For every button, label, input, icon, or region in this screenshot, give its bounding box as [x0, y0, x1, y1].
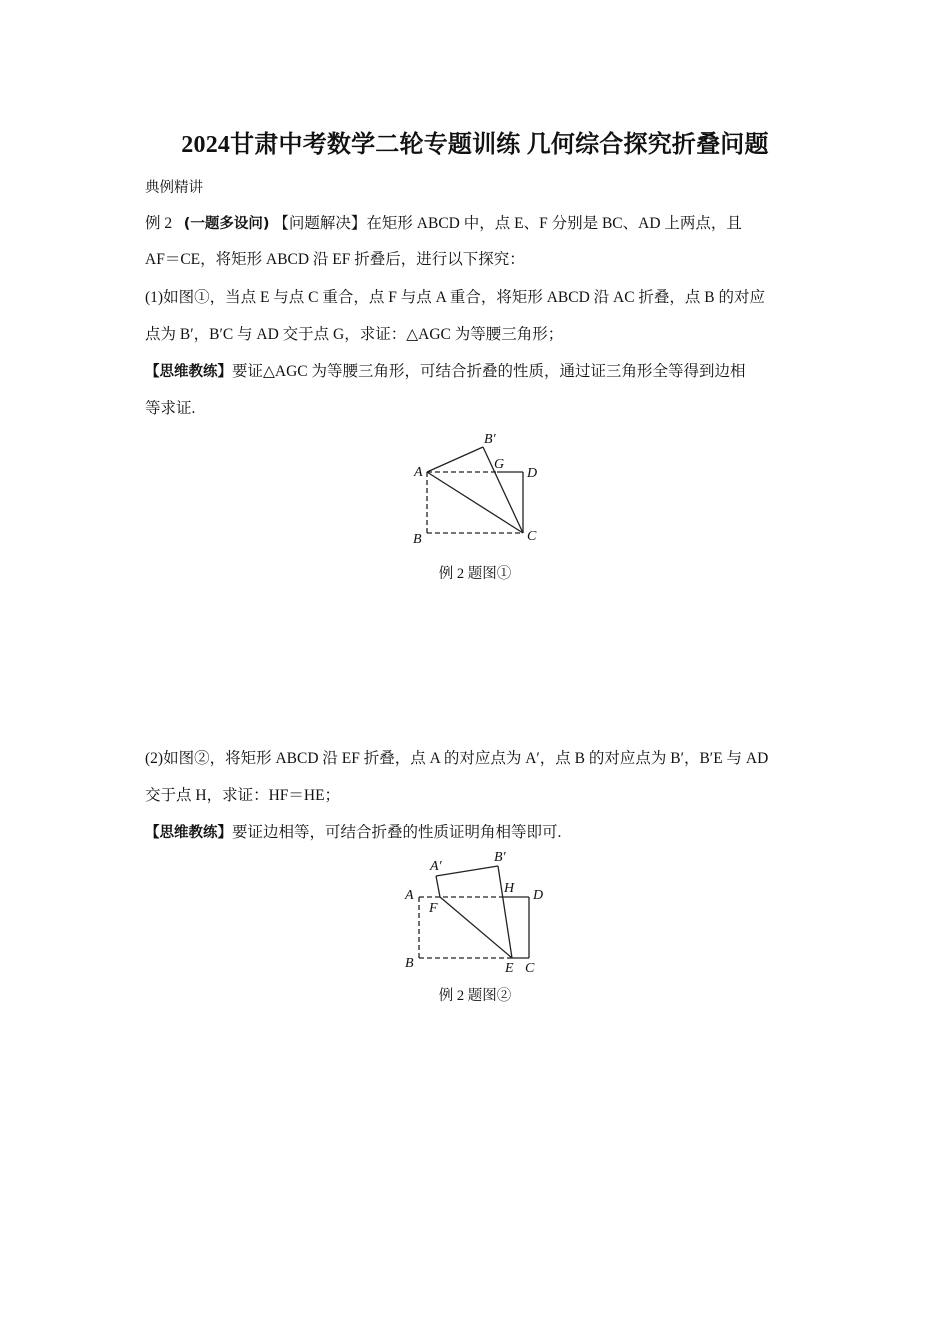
label-B: B — [413, 532, 422, 547]
page-title: 2024甘肃中考数学二轮专题训练 几何综合探究折叠问题 — [181, 132, 769, 158]
hint-tag-2: 【思维教练】 — [145, 825, 232, 841]
label-Bprime-2: B′ — [494, 850, 506, 865]
intro-text-1: 在矩形 ABCD 中，点 E、F 分别是 BC、AD 上两点，且 — [366, 215, 742, 232]
problem-tag: 【问题解决】 — [273, 215, 367, 232]
part2-hint-line-1 — [145, 820, 561, 842]
label-A-2: A — [405, 888, 414, 903]
example-tag: (一题多设问) — [183, 216, 270, 232]
label-F: F — [429, 901, 438, 916]
intro-line-2: AF＝CE，将矩形 ABCD 沿 EF 折叠后，进行以下探究： — [145, 251, 525, 268]
label-D: D — [527, 466, 538, 481]
label-B-2: B — [405, 956, 414, 971]
label-Aprime: A′ — [430, 859, 442, 874]
figure-2-caption: 例 2 题图② — [438, 988, 512, 1004]
label-C-2: C — [525, 961, 535, 976]
label-E: E — [505, 961, 514, 976]
label-D-2: D — [533, 888, 544, 903]
hint-text-2: 要证边相等，可结合折叠的性质证明角相等即可. — [232, 824, 562, 841]
hint-tag: 【思维教练】 — [145, 364, 232, 380]
part1-hint-line-2: 等求证. — [145, 400, 196, 417]
section-heading: 典例精讲 — [145, 180, 203, 196]
part2-line-2: 交于点 H，求证：HF＝HE； — [145, 787, 341, 804]
label-C: C — [527, 529, 537, 544]
part2-line-1: (2)如图②，将矩形 ABCD 沿 EF 折叠，点 A 的对应点为 A′，点 B 的对应点为 B′，B′E 与 AD — [145, 750, 769, 767]
label-A: A — [414, 465, 423, 480]
label-G: G — [494, 457, 505, 472]
figure-1-caption: 例 2 题图① — [438, 566, 512, 582]
hint-text-1: 要证△AGC 为等腰三角形，可结合折叠的性质，通过证三角形全等得到边相 — [232, 363, 746, 380]
part1-line-1: (1)如图①，当点 E 与点 C 重合，点 F 与点 A 重合，将矩形 ABCD 沿 AC 折叠，点 B 的对应 — [145, 289, 766, 306]
label-Bprime: B′ — [484, 432, 496, 447]
example-label: 例 2 — [145, 215, 173, 232]
part1-line-2: 点为 B′，B′C 与 AD 交于点 G，求证：△AGC 为等腰三角形； — [145, 326, 564, 343]
label-H: H — [504, 881, 515, 896]
